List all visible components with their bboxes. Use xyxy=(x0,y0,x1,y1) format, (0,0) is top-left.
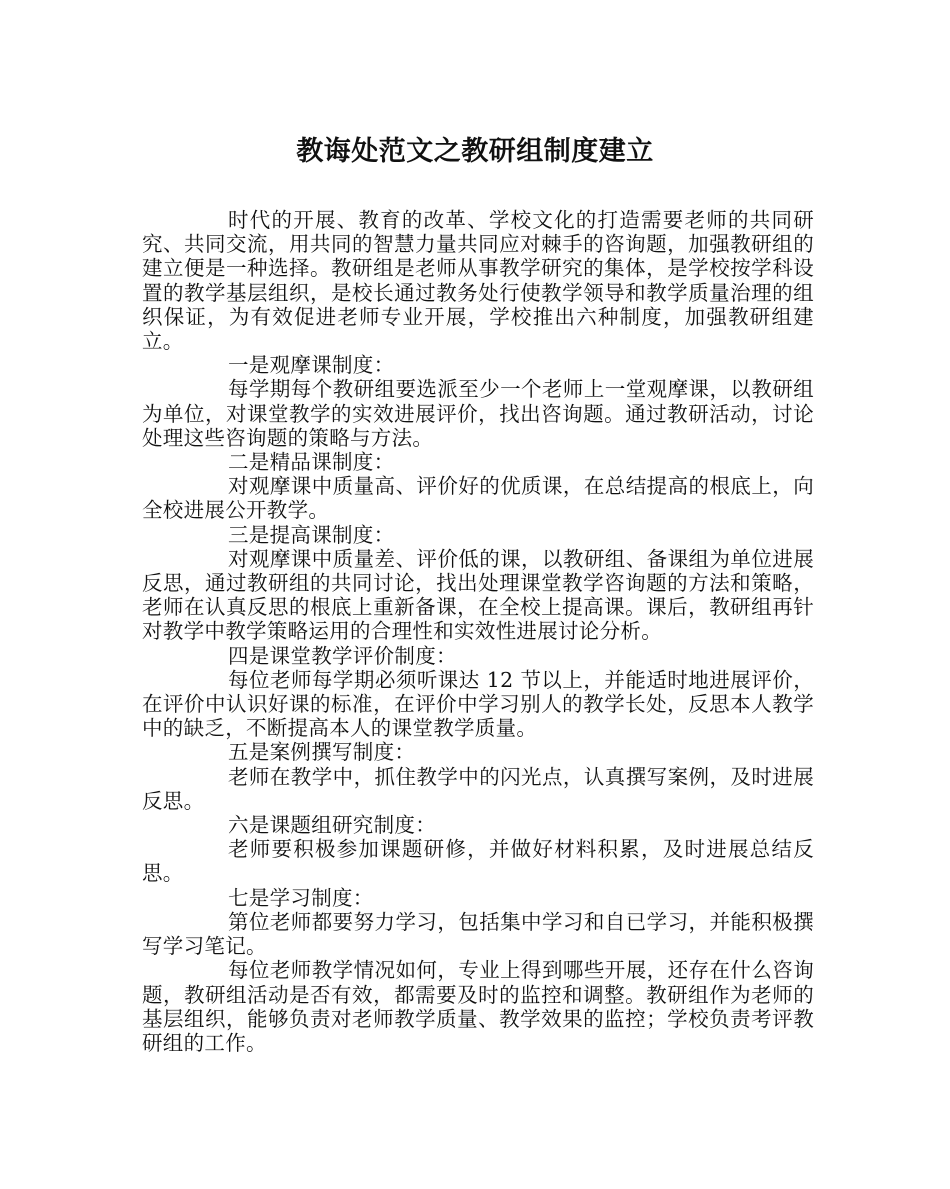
section-body-4: 每位老师每学期必须听课达 12 节以上，并能适时地进展评价，在评价中认识好课的标准，在评价中学习别人的教学长处，反思本人教学中的缺乏，不断提高本人的课堂教学质量。 xyxy=(142,667,814,741)
section-heading-2: 二是精品课制度： xyxy=(228,450,395,475)
intro-paragraph: 时代的开展、教育的改革、学校文化的打造需要老师的共同研究、共同交流，用共同的智慧力量共同应对棘手的咨询题，加强教研组的建立便是一种选择。教研组是老师从事教学研究的集体，是学校按学科设置的教学基层组织，是校长通过教务处行使教学领导和教学质量治理的组织保证，为有效促进老师专业开展，学校推出六种制度，加强教研组建立。 xyxy=(142,208,814,354)
closing-paragraph: 每位老师教学情况如何，专业上得到哪些开展，还存在什么咨询题，教研组活动是否有效，都需要及时的监控和调整。教研组作为老师的基层组织，能够负责对老师教学质量、教学效果的监控；学校负责考评教研组的工作。 xyxy=(142,958,814,1055)
section-heading-4: 四是课堂教学评价制度： xyxy=(228,643,457,668)
section-heading-3: 三是提高课制度： xyxy=(228,522,395,547)
document-title: 教诲处范文之教研组制度建立 xyxy=(296,136,654,167)
section-body-7: 第位老师都要努力学习，包括集中学习和自已学习，并能积极撰写学习笔记。 xyxy=(142,909,814,959)
document-body xyxy=(142,208,814,1055)
section-body-5: 老师在教学中，抓住教学中的闪光点，认真撰写案例，及时进展反思。 xyxy=(142,764,814,813)
section-body-6: 老师要积极参加课题研修，并做好材料积累，及时进展总结反思。 xyxy=(142,837,814,886)
section-heading-1: 一是观摩课制度： xyxy=(228,353,395,378)
section-body-3: 对观摩课中质量差、评价低的课，以教研组、备课组为单位进展反思，通过教研组的共同讨论，找出处理课堂教学咨询题的方法和策略，老师在认真反思的根底上重新备课，在全校上提高课。课后，教研组再针对教学中教学策略运用的合理性和实效性进展讨论分析。 xyxy=(142,546,814,644)
section-heading-6: 六是课题组研究制度： xyxy=(228,813,436,838)
section-heading-7: 七是学习制度： xyxy=(228,885,374,910)
section-heading-5: 五是案例撰写制度： xyxy=(228,740,416,765)
section-body-2: 对观摩课中质量高、评价好的优质课，在总结提高的根底上，向全校进展公开教学。 xyxy=(142,474,814,523)
section-body-1: 每学期每个教研组要选派至少一个老师上一堂观摩课，以教研组为单位，对课堂教学的实效进展评价，找出咨询题。通过教研活动，讨论处理这些咨询题的策略与方法。 xyxy=(142,377,814,450)
